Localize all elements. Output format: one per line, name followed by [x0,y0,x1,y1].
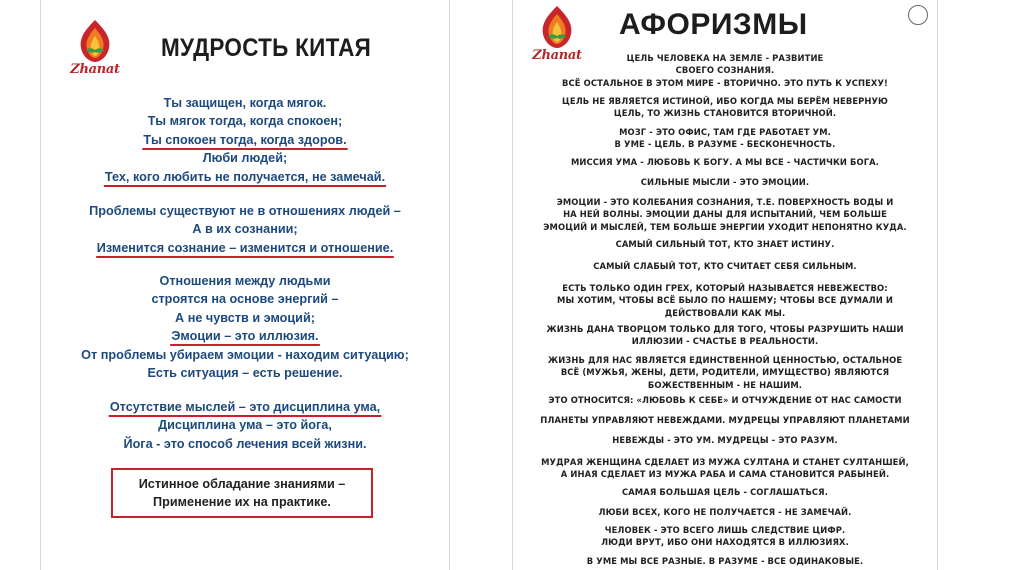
aphorism-line: ЛЮБИ ВСЕХ, КОГО НЕ ПОЛУЧАЕТСЯ - НЕ ЗАМЕЧАЙ. [598,507,852,517]
aphorism-3 [513,126,937,151]
aphorism-14 [513,434,937,446]
aphorism-line: САМАЯ БОЛЬШАЯ ЦЕЛЬ - СОГЛАШАТЬСЯ. [621,487,829,497]
aphorism-9 [513,282,937,319]
aphorism-17 [513,506,937,518]
aphorism-line: А ИНАЯ СДЕЛАЕТ ИЗ МУЖА РАБА И САМА СТАНОВИТСЯ РАБЫНЕЙ. [560,469,890,480]
aphorism-line: ЕСТЬ ТОЛЬКО ОДИН ГРЕХ, КОТОРЫЙ НАЗЫВАЕТСЯ НЕВЕЖЕСТВО: [562,283,888,293]
aphorism-4 [513,156,937,168]
stanza-3 [41,272,449,382]
aphorism-line: МЫ ХОТИМ, ЧТОБЫ ВСЁ БЫЛО ПО НАШЕМУ; ЧТОБЫ ВСЕ ДУМАЛИ И [557,295,893,306]
stanza-line: строятся на основе энергий – [151,291,339,307]
aphorism-line: ЭМОЦИЙ И МЫСЛЕЙ, ТЕМ БОЛЬШЕ ЭНЕРГИИ УХОДИТ НЕПОНЯТНО КУДА. [543,221,907,232]
aphorism-line: МИССИЯ УМА - ЛЮБОВЬ К БОГУ. А МЫ ВСЕ - ЧАСТИЧКИ БОГА. [570,157,880,167]
logo-wordmark: Zhanat [70,62,120,77]
logo-wordmark: Zhanat [532,48,582,63]
aphorism-line: НЕВЕЖДЫ - ЭТО УМ. МУДРЕЦЫ - ЭТО РАЗУМ. [612,435,838,445]
stanza-line: Ты спокоен тогда, когда здоров. [49,131,441,149]
aphorism-line: ЭМОЦИИ - ЭТО КОЛЕБАНИЯ СОЗНАНИЯ, Т.Е. ПОВЕРХНОСТЬ ВОДЫ И [556,197,894,207]
aphorism-line: ВСЁ ОСТАЛЬНОЕ В ЭТОМ МИРЕ - ВТОРИЧНО. ЭТО ПУТЬ К УСПЕХУ! [562,77,888,88]
stanza-2 [41,202,449,257]
stanza-line: Йога - это способ лечения всей жизни. [123,435,367,451]
stanza-line: От проблемы убираем эмоции - находим ситуацию; [81,346,409,362]
aphorism-line: МОЗГ - ЭТО ОФИС, ТАМ ГДЕ РАБОТАЕТ УМ. [619,127,831,137]
aphorism-12 [513,394,937,406]
aphorism-line: ЦЕЛЬ НЕ ЯВЛЯЕТСЯ ИСТИНОЙ, ИБО КОГДА МЫ БЕРЁМ НЕВЕРНУЮ [562,96,888,106]
aphorism-line: ПЛАНЕТЫ УПРАВЛЯЮТ НЕВЕЖДАМИ. МУДРЕЦЫ УПРАВЛЯЮТ ПЛАНЕТАМИ [540,415,910,425]
aphorism-16 [513,486,937,498]
stanza-line: Эмоции – это иллюзия. [49,327,441,345]
aphorism-line: БОЖЕСТВЕННЫМ - НЕ НАШИМ. [647,379,803,390]
stanza-line: Есть ситуация – есть решение. [147,365,343,381]
stanza-line: А в их сознании; [192,221,298,237]
aphorism-line: ЖИЗНЬ ДЛЯ НАС ЯВЛЯЕТСЯ ЕДИНСТВЕННОЙ ЦЕННОСТЬЮ, ОСТАЛЬНОЕ [547,355,903,365]
stanza-line: Ты мягок тогда, когда спокоен; [147,113,343,129]
aphorism-11 [513,354,937,391]
stanza-line: Отношения между людьми [159,273,331,288]
stanza-1 [41,94,449,186]
aphorism-2 [513,95,937,120]
stanza-line: Тех, кого любить не получается, не замечай. [49,168,441,186]
flame-logo-icon [535,4,579,50]
aphorism-line: СВОЕГО СОЗНАНИЯ. [675,65,775,76]
stanza-4 [41,398,449,453]
aphorism-line: ВСЁ (МУЖЬЯ, ЖЕНЫ, ДЕТИ, РОДИТЕЛИ, ИМУЩЕСТВО) ЯВЛЯЮТСЯ [560,367,890,378]
aphorism-line: ДЕЙСТВОВАЛИ КАК МЫ. [664,307,786,318]
circle-icon[interactable] [908,5,928,25]
highlight-box [111,468,373,518]
aphorism-1 [513,52,937,89]
aphorism-line: В УМЕ МЫ ВСЕ РАЗНЫЕ. В РАЗУМЕ - ВСЕ ОДИНАКОВЫЕ. [586,556,864,566]
stanza-line: Дисциплина ума – это йога, [158,417,332,433]
right-page [512,0,938,570]
aphorism-7 [513,238,937,250]
aphorism-19 [513,555,937,567]
aphorism-line: ЧЕЛОВЕК - ЭТО ВСЕГО ЛИШЬ СЛЕДСТВИЕ ЦИФР. [604,525,846,535]
aphorism-line: НА НЕЙ ВОЛНЫ. ЭМОЦИИ ДАНЫ ДЛЯ ИСПЫТАНИЙ, ЧЕМ БОЛЬШЕ [563,209,887,220]
stanza-line: Изменится сознание – изменится и отношение. [49,239,441,257]
aphorism-line: МУДРАЯ ЖЕНЩИНА СДЕЛАЕТ ИЗ МУЖА СУЛТАНА И СТАНЕТ СУЛТАНШЕЙ, [541,457,909,467]
aphorism-line: ЭТО ОТНОСИТСЯ: «ЛЮБОВЬ К СЕБЕ» И ОТЧУЖДЕНИЕ ОТ НАС САМОСТИ [548,395,902,405]
aphorism-line: ИЛЛЮЗИИ - СЧАСТЬЕ В РЕАЛЬНОСТИ. [631,336,819,347]
page-title: МУДРОСТЬ КИТАЯ [161,34,372,62]
aphorism-5 [513,176,937,188]
aphorism-18 [513,524,937,549]
page-title: АФОРИЗМЫ [619,8,808,41]
aphorism-line: ЖИЗНЬ ДАНА ТВОРЦОМ ТОЛЬКО ДЛЯ ТОГО, ЧТОБЫ РАЗРУШИТЬ НАШИ [546,324,904,334]
left-page [40,0,450,570]
aphorism-line: ЛЮДИ ВРУТ, ИБО ОНИ НАХОДЯТСЯ В ИЛЛЮЗИЯХ. [601,537,849,548]
aphorism-8 [513,260,937,272]
stanza-line: Отсутствие мыслей – это дисциплина ума, [49,398,441,416]
flame-logo-icon [73,18,117,64]
aphorism-10 [513,323,937,348]
zhanat-logo [65,18,125,80]
aphorism-line: ЦЕЛЬ ЧЕЛОВЕКА НА ЗЕМЛЕ - РАЗВИТИЕ [626,53,824,63]
aphorism-6 [513,196,937,233]
aphorism-line: В УМЕ - ЦЕЛЬ. В РАЗУМЕ - БЕСКОНЕЧНОСТЬ. [614,139,836,150]
stanza-line: Люби людей; [202,150,288,166]
box-line: Применение их на практике. [153,494,331,510]
aphorism-line: САМЫЙ СИЛЬНЫЙ ТОТ, КТО ЗНАЕТ ИСТИНУ. [615,239,835,249]
stanza-line: А не чувств и эмоций; [175,309,315,325]
box-line: Истинное обладание знаниями – [138,476,346,491]
stanza-line: Проблемы существуют не в отношениях людей – [89,203,401,218]
aphorism-15 [513,456,937,481]
aphorism-line: ЦЕЛЬ, ТО ЖИЗНЬ СТАНОВИТСЯ ВТОРИЧНОЙ. [613,108,837,119]
aphorism-13 [513,414,937,426]
aphorism-line: СИЛЬНЫЕ МЫСЛИ - ЭТО ЭМОЦИИ. [640,177,810,187]
stanza-line: Ты защищен, когда мягок. [163,95,327,110]
aphorism-line: САМЫЙ СЛАБЫЙ ТОТ, КТО СЧИТАЕТ СЕБЯ СИЛЬНЫМ. [593,261,857,271]
